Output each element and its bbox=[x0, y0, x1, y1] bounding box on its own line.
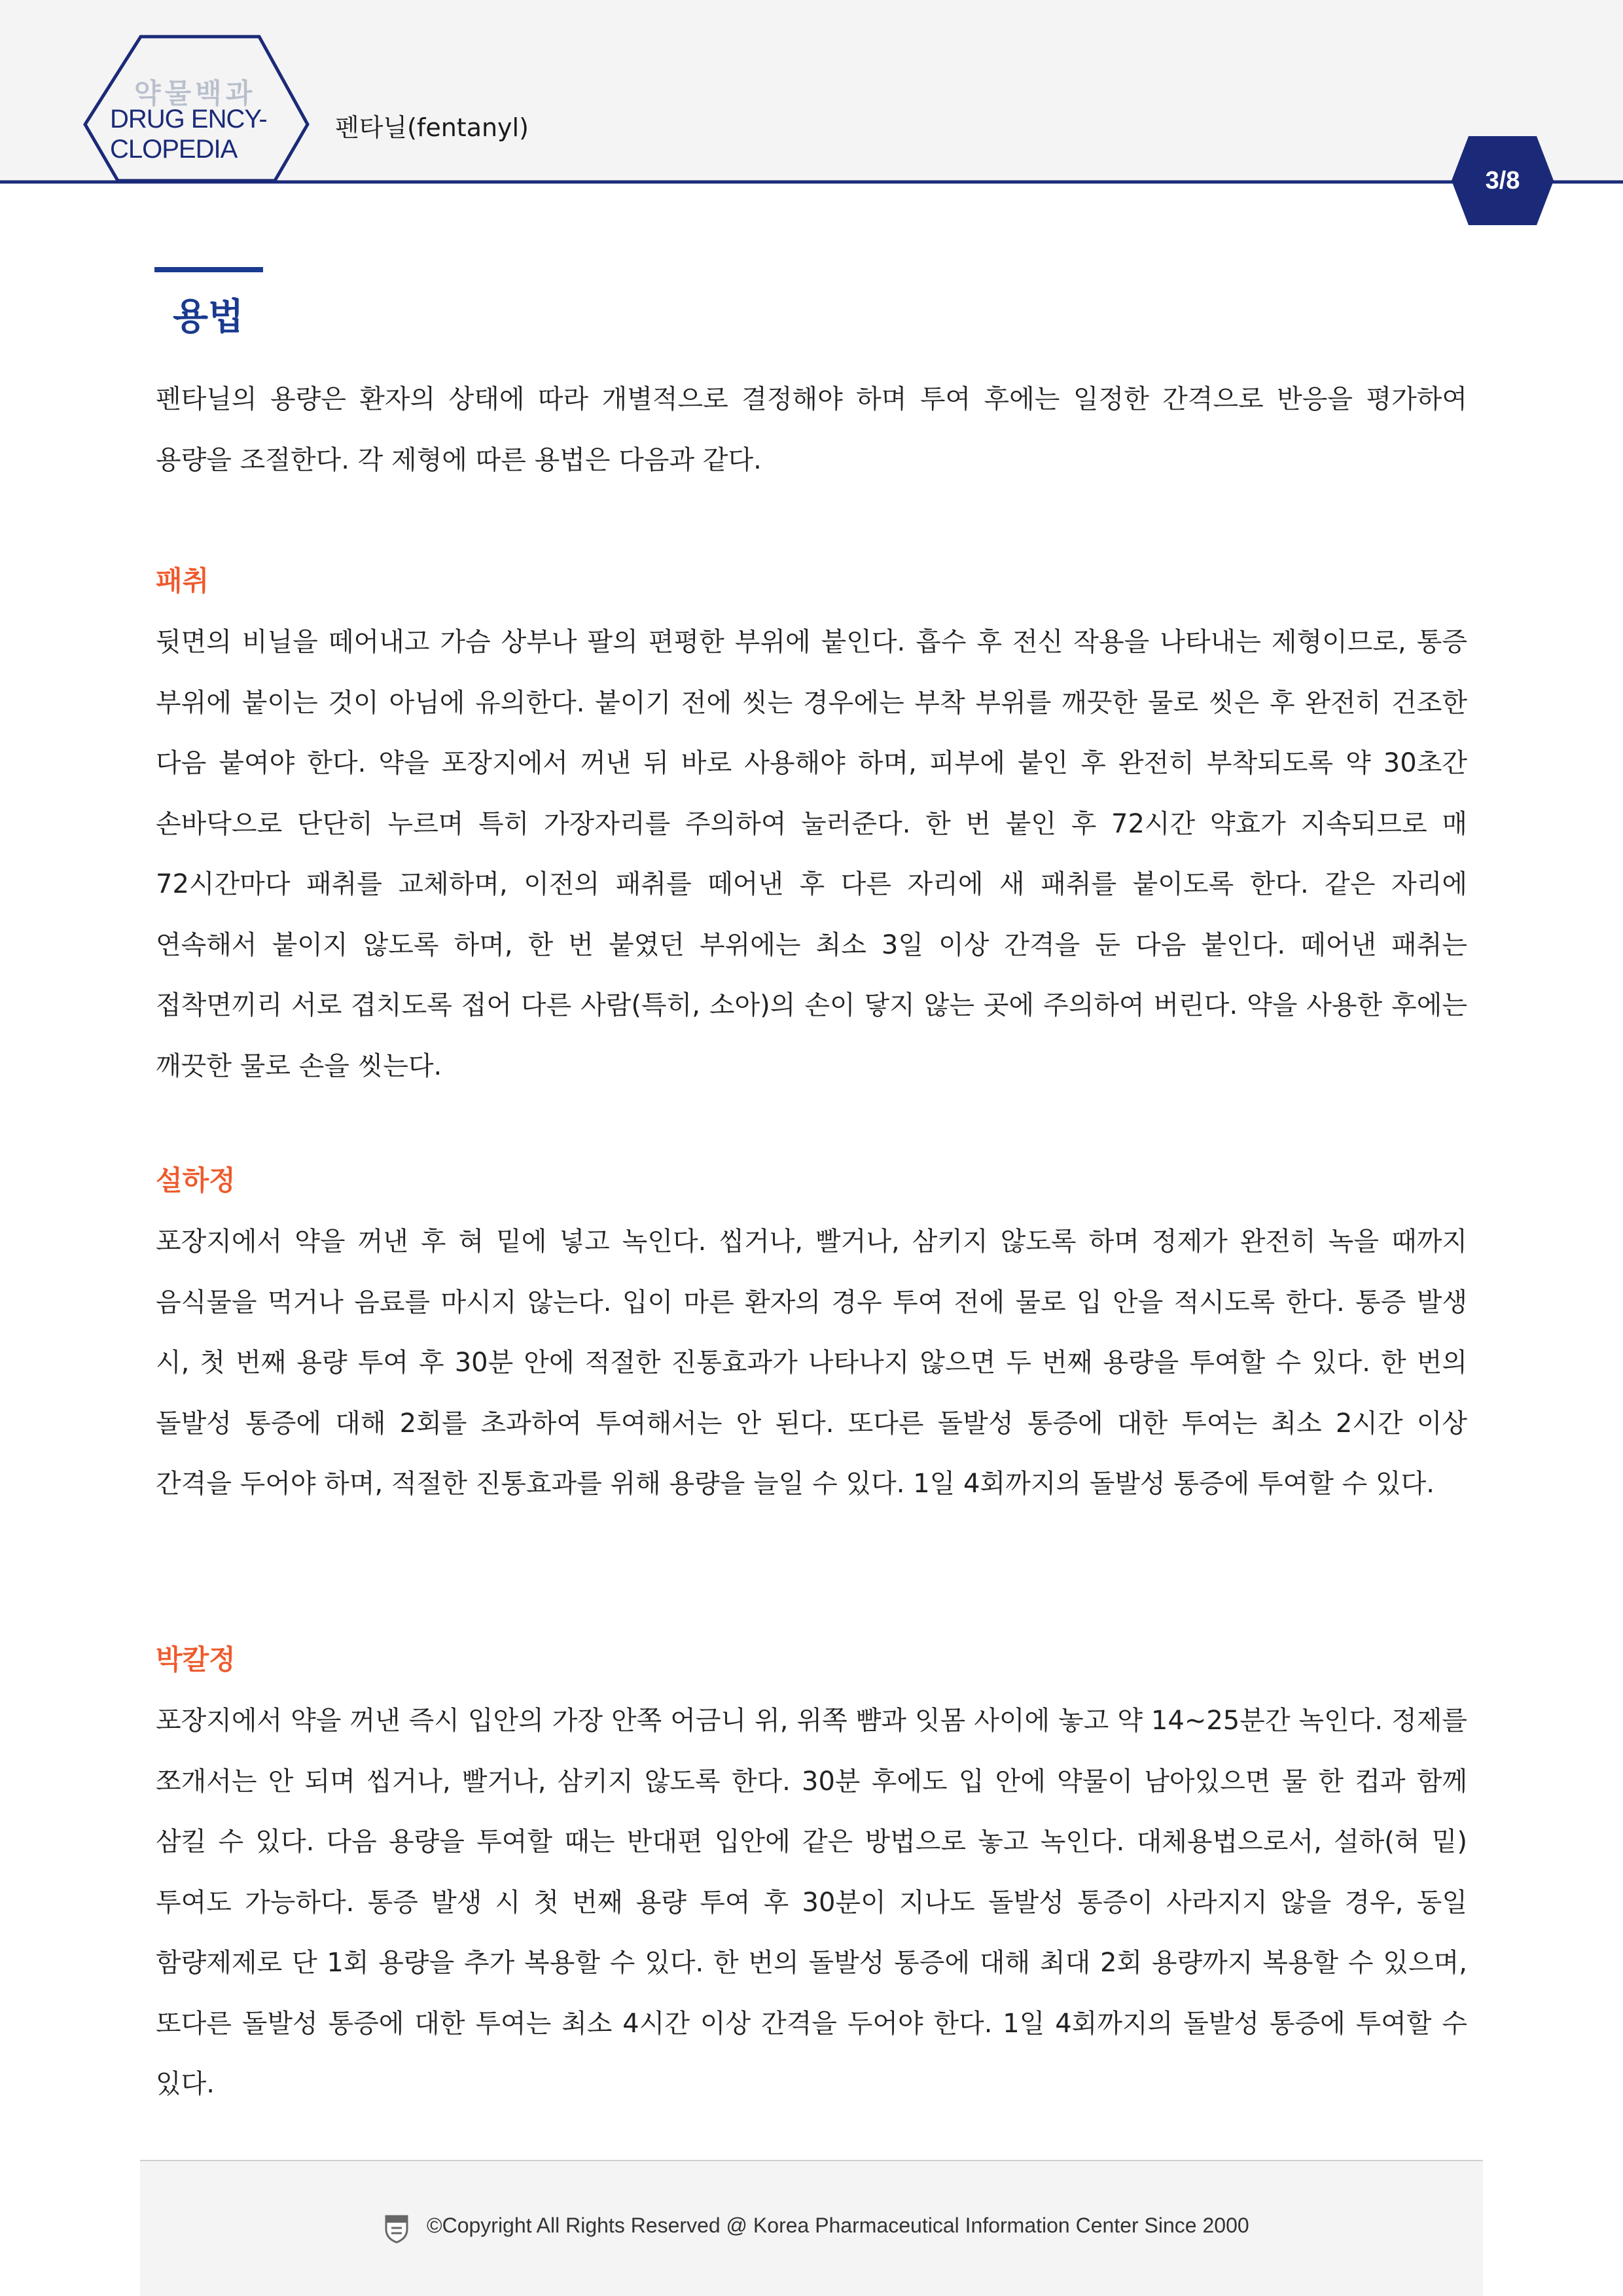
subsection-text-patch: 뒷면의 비닐을 떼어내고 가슴 상부나 팔의 편평한 부위에 붙인다. 흡수 후 전신 작용을 나타내는 제형이므로, 통증 부위에 붙이는 것이 아님에 유의한다. 붙이기 전에 씻는 경우에는 부착 부위를 깨끗한 물로 씻은 후 완전히 건조한 다음 붙여야 한다. 약을 포장지에서 꺼낸 뒤 바로 사용해야 하며, 피부에 붙인 후 완전히 부착되도록 약 30초간 손바닥으로 단단히 누르며 특히 가장자리를 주의하여 눌러준다. 한 번 붙인 후 72시간 약효가 지속되므로 매 72시간마다 패취를 교체하며, 이전의 패취를 떼어낸 후 다른 자리에 새 패취를 붙이도록 한다. 같은 자리에 연속해서 붙이지 않도록 하며, 한 번 붙였던 부위에는 최소 3일 이상 간격을 둔 다음 붙인다. 떼어낸 패취는 접착면끼리 서로 겹치도록 접어 다른 사람(특히, 소아)의 손이 닿지 않는 곳에 주의하여 버린다. 약을 사용한 후에는 깨끗한 물로 손을 씻는다. bbox=[156, 627, 1467, 1081]
subsection-title-buccal: 박칼정 bbox=[156, 1643, 236, 1676]
kpic-shield-icon bbox=[383, 2214, 410, 2244]
logo-korean: 약물백과 bbox=[134, 77, 257, 109]
logo-english-line-2: CLOPEDIA bbox=[110, 135, 238, 164]
subsection-text-sublingual: 포장지에서 약을 꺼낸 후 혀 밑에 넣고 녹인다. 씹거나, 빨거나, 삼키지 않도록 하며 정제가 완전히 녹을 때까지 음식물을 먹거나 음료를 마시지 않는다. 입이 마른 환자의 경우 투여 전에 물로 입 안을 적시도록 한다. 통증 발생 시, 첫 번째 용량 투여 후 30분 안에 적절한 진통효과가 나타나지 않으면 두 번째 용량을 투여할 수 있다. 한 번의 돌발성 통증에 대해 2회를 초과하여 투여해서는 안 된다. 또다른 돌발성 통증에 대한 투여는 최소 2시간 이상 간격을 두어야 하며, 적절한 진통효과를 위해 용량을 늘일 수 있다. 1일 4회까지의 돌발성 통증에 투여할 수 있다. bbox=[156, 1227, 1467, 1499]
subsection-text-buccal: 포장지에서 약을 꺼낸 즉시 입안의 가장 안쪽 어금니 위, 위쪽 뺨과 잇몸 사이에 놓고 약 14~25분간 녹인다. 정제를 쪼개서는 안 되며 씹거나, 빨거나, 삼키지 않도록 한다. 30분 후에도 입 안에 약물이 남아있으면 물 한 컵과 함께 삼킬 수 있다. 다음 용량을 투여할 때는 반대편 입안에 같은 방법으로 놓고 녹인다. 대체용법으로서, 설하(혀 밑) 투여도 가능하다. 통증 발생 시 첫 번째 용량 투여 후 30분이 지나도 돌발성 통증이 사라지지 않을 경우, 동일 함량제제로 단 1회 용량을 추가 복용할 수 있다. 한 번의 돌발성 통증에 대해 최대 2회 용량까지 복용할 수 있으며, 또다른 돌발성 통증에 대한 투여는 최소 4시간 이상 간격을 두어야 한다. 1일 4회까지의 돌발성 통증에 투여할 수 있다. bbox=[156, 1706, 1467, 2099]
subsection-title-sublingual: 설하정 bbox=[156, 1164, 236, 1196]
section-accent-bar bbox=[154, 267, 263, 272]
footer-copyright: ©Copyright All Rights Reserved @ Korea Pharmaceutical Information Center Since 2000 bbox=[427, 2214, 1249, 2237]
logo-english-line-1: DRUG ENCY- bbox=[110, 105, 267, 134]
section-title: 용법 bbox=[173, 296, 244, 338]
document-title: 펜타닐(fentanyl) bbox=[335, 113, 529, 142]
page-number: 3/8 bbox=[1485, 167, 1520, 194]
intro-paragraph: 펜타닐의 용량은 환자의 상태에 따라 개별적으로 결정해야 하며 투여 후에는 일정한 간격으로 반응을 평가하여 용량을 조절한다. 각 제형에 따른 용법은 다음과 같다. bbox=[156, 384, 1467, 475]
subsection-title-patch: 패취 bbox=[156, 565, 209, 597]
